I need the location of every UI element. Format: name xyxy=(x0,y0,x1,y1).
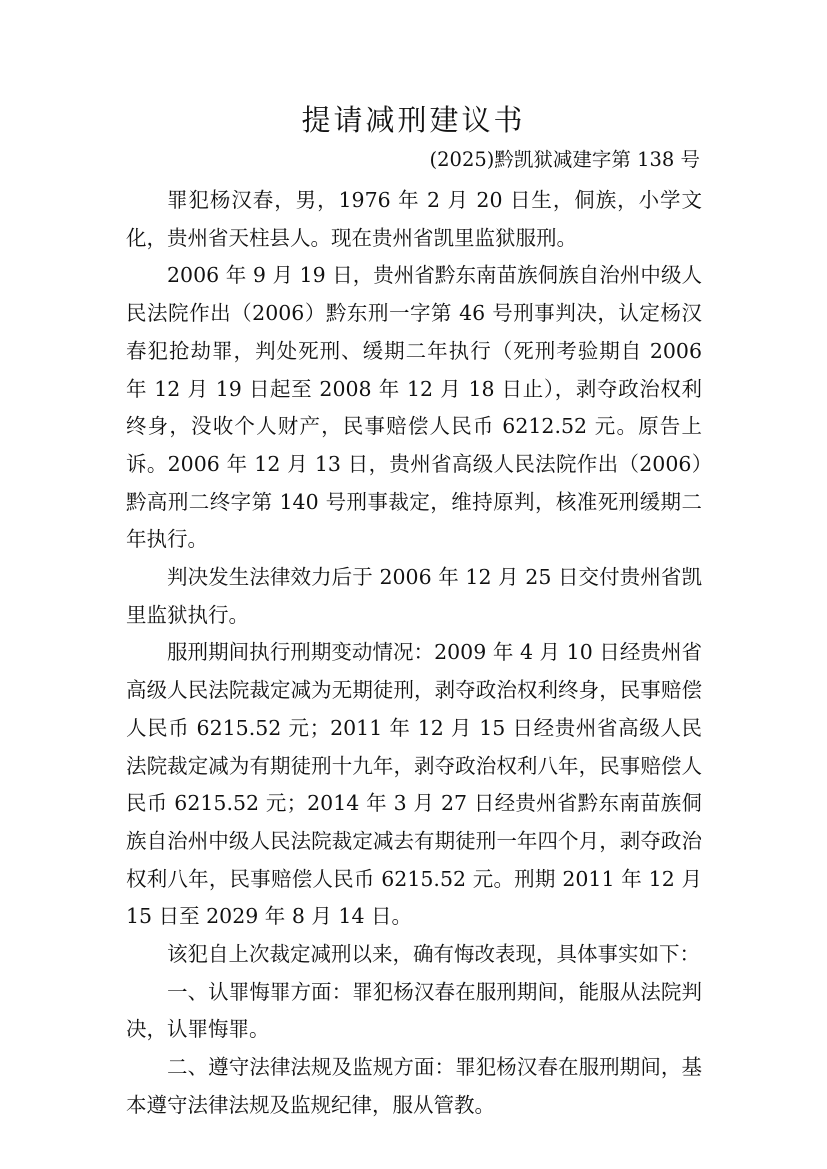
document-body xyxy=(126,182,702,1125)
paragraph-repentance: 一、认罪悔罪方面：罪犯杨汉春在服刑期间，能服从法院判决，认罪悔罪。 xyxy=(126,979,702,1042)
paragraph-delivery: 判决发生法律效力后于 2006 年 12 月 25 日交付贵州省凯里监狱执行。 xyxy=(126,565,702,627)
document-number: (2025)黔凯狱减建字第 138 号 xyxy=(429,148,700,171)
paragraph-sentence-changes: 服刑期间执行刑期变动情况：2009 年 4 月 10 日经贵州省高级人民法院裁定减为无期徒刑，剥夺政治权利终身，民事赔偿人民币 6215.52 元；2011 年 12 月 15 日经贵州省高级人民法院裁定减为有期徒刑十九年，剥夺政治权利八年，民事赔偿人民币 6215.52 元；2014 年 3 月 27 日经贵州省黔东南苗族侗族自治州中级人民法院裁定减去有期徒刑一年四个月，剥夺政治权利八年，民事赔偿人民币 6215.52 元。刑期 2011 年 12 月 15 日至 2029 年 8 月 14 日。 xyxy=(126,640,702,929)
paragraph-facts-intro: 该犯自上次裁定减刑以来，确有悔改表现，具体事实如下： xyxy=(167,942,700,967)
document-title: 提请减刑建议书 xyxy=(301,103,526,137)
paragraph-original-judgment: 2006 年 9 月 19 日，贵州省黔东南苗族侗族自治州中级人民法院作出（2006）黔东刑一字第 46 号刑事判决，认定杨汉春犯抢劫罪，判处死刑、缓期二年执行（死刑考验期自 2006 年 12 月 19 日起至 2008 年 12 月 18 日止），剥夺政治权利终身，没收个人财产，民事赔偿人民币 6212.52 元。原告上诉。2006 年 12 月 13 日，贵州省高级人民法院作出（2006）黔高刑二终字第 140 号刑事裁定，维持原判，核准死刑缓期二年执行。 xyxy=(126,263,702,552)
paragraph-prisoner-info: 罪犯杨汉春，男，1976 年 2 月 20 日生，侗族，小学文化，贵州省天柱县人。现在贵州省凯里监狱服刑。 xyxy=(126,188,702,250)
paragraph-compliance: 二、遵守法律法规及监规方面：罪犯杨汉春在服刑期间，基本遵守法律法规及监规纪律，服从管教。 xyxy=(126,1055,702,1117)
